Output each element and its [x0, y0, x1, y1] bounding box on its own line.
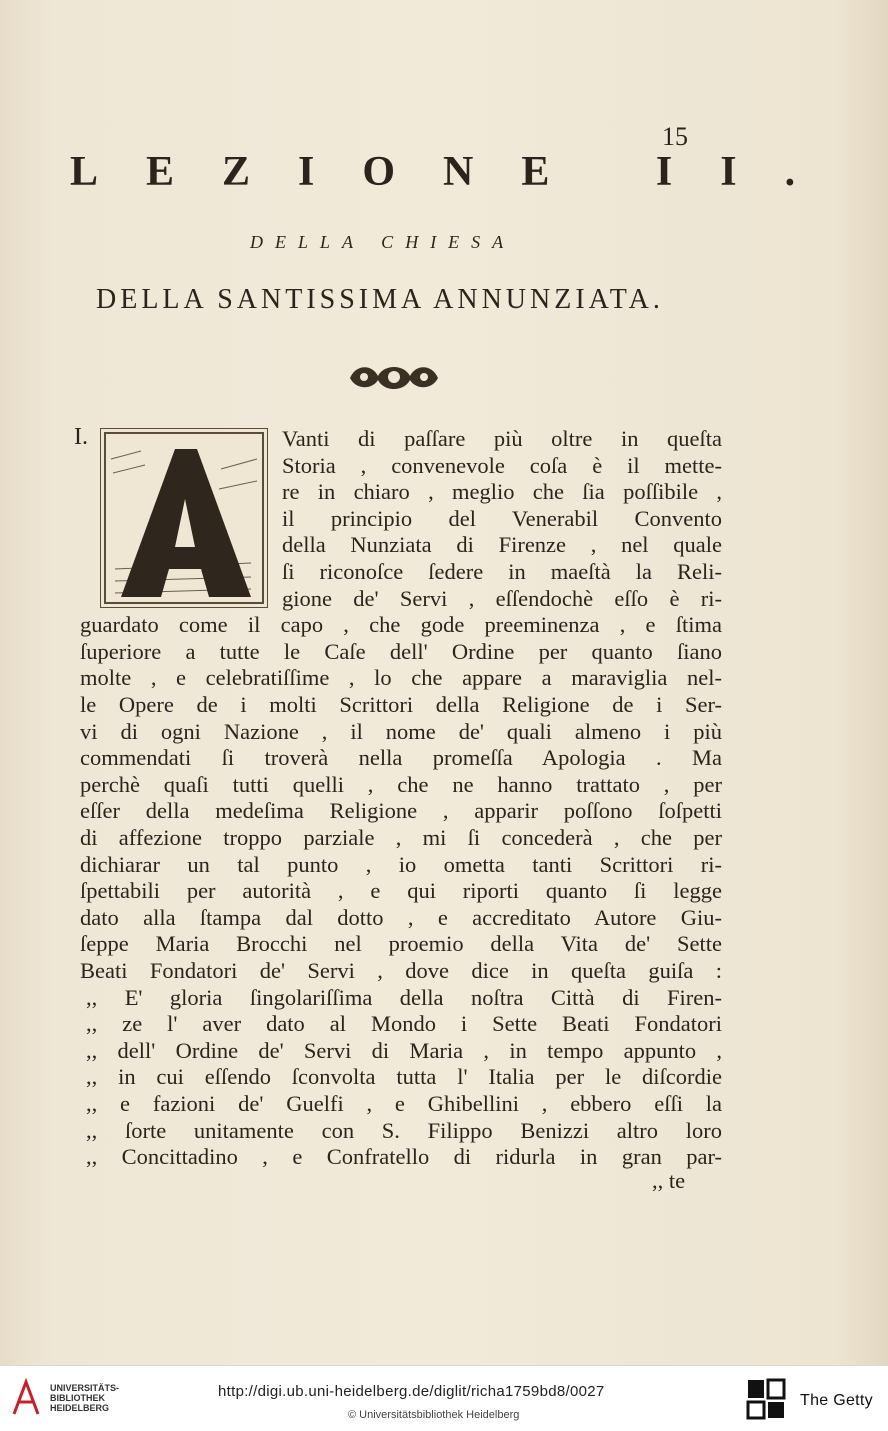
text-line: ,, dell' Ordine de' Servi di Maria , in tempo appunto ,	[86, 1037, 722, 1063]
page-number: 15	[662, 122, 688, 151]
text-line: Vanti di paſſare più oltre in queſta	[282, 426, 722, 451]
catchword: ,, te	[652, 1168, 686, 1193]
decorated-initial	[100, 428, 268, 608]
text-line: re in chiaro , meglio che ſia poſſibile ,	[282, 479, 722, 505]
viewer-footer	[0, 1365, 888, 1431]
text-line: ,, e fazioni de' Guelfi , e Ghibellini , ebbero eſſi la	[86, 1091, 722, 1116]
text-line: ,, ze l' aver dato al Mondo i Sette Beati Fondatori	[86, 1011, 722, 1037]
text-line: della Nunziata di Firenze , nel quale	[282, 532, 722, 558]
text-line: dato alla ſtampa dal dotto , e accreditato Autore Giu-	[80, 904, 722, 930]
text-line: commendati ſi troverà nella promeſſa Apologia . Ma	[80, 745, 722, 771]
text-line: Beati Fondatori de' Servi , dove dice in queſta guiſa :	[80, 958, 722, 983]
chapter-subtitle-line1: DELLA CHIESA	[250, 232, 516, 252]
library-name: UNIVERSITÄTS- BIBLIOTHEK HEIDELBERG	[50, 1383, 120, 1413]
text-line: ,, E' gloria ſingolariſſima della noſtra Città di Firen-	[86, 984, 722, 1010]
copyright-notice: © Universitätsbibliothek Heidelberg	[348, 1409, 520, 1421]
text-line: eſſer della medeſima Religione , apparir poſſono ſoſpetti	[80, 798, 722, 824]
text-line: ,, Concittadino , e Confratello di ridurla in gran par-	[86, 1144, 722, 1170]
page-url[interactable]: http://digi.ub.uni-heidelberg.de/diglit/richa1759bd8/0027	[218, 1383, 605, 1400]
text-line: ſi riconoſce ſedere in maeſtà la Reli-	[282, 559, 722, 584]
text-line: vi di ogni Nazione , il nome de' quali almeno i più	[80, 718, 722, 744]
library-logo-icon	[10, 1376, 42, 1420]
text-line: ſuperiore a tutte le Caſe dell' Ordine per quanto ſiano	[80, 638, 722, 664]
text-line: gione de' Servi , eſſendochè eſſo è ri-	[282, 585, 722, 611]
text-line: perchè quaſi tutti quelli , che ne hanno trattato , per	[80, 771, 722, 797]
chapter-title: LEZIONE II.	[70, 149, 844, 195]
text-line: ,, ſorte unitamente con S. Filippo Benizzi altro loro	[86, 1117, 722, 1143]
ornament-icon	[342, 356, 446, 396]
getty-name: The Getty	[800, 1392, 873, 1409]
text-line: ſeppe Maria Brocchi nel proemio della Vita de' Sette	[80, 931, 722, 957]
text-line: dichiarar un tal punto , io ometta tanti Scrittori ri-	[80, 851, 722, 877]
chapter-subtitle-line2: DELLA SANTISSIMA ANNUNZIATA.	[96, 284, 664, 315]
text-line: ſpettabili per autorità , e qui riporti quanto ſi legge	[80, 878, 722, 904]
woodcut-illustration-icon	[101, 429, 267, 607]
text-line: Storia , convenevole coſa è il mette-	[282, 452, 722, 478]
text-line: di affezione troppo parziale , mi ſi concederà , che per	[80, 825, 722, 850]
text-line: ,, in cui eſſendo ſconvolta tutta l' Italia per le diſcordie	[86, 1064, 722, 1090]
text-line: il principio del Venerabil Convento	[282, 505, 722, 531]
text-line: molte , e celebratiſſime , lo che appare a maraviglia nel-	[80, 665, 722, 691]
section-number: I.	[74, 424, 88, 450]
text-line: guardato come il capo , che gode preeminenza , e ſtima	[80, 612, 722, 638]
text-line: le Opere de i molti Scrittori della Religione de i Ser-	[80, 692, 722, 717]
getty-logo-icon	[746, 1378, 786, 1420]
